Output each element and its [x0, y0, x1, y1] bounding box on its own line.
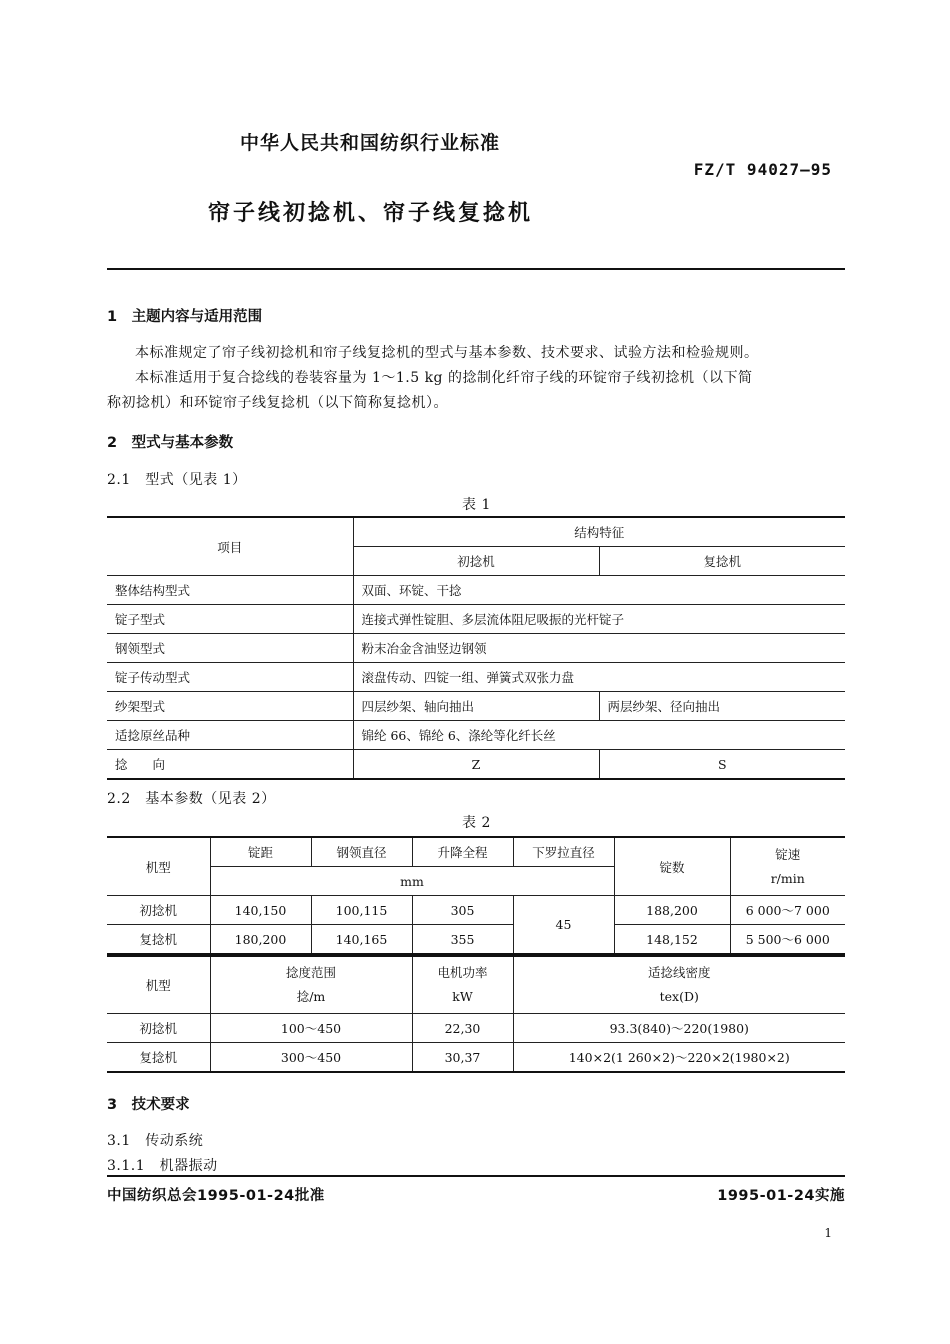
- t1-row-label: 钢领型式: [107, 634, 353, 663]
- section-2-1-heading: 2.1 型式（见表 1）: [107, 472, 247, 488]
- t2b-header-twist: [210, 956, 412, 1014]
- t2a-row-model: 复捻机: [139, 932, 177, 947]
- t2a-header-model: 机型: [107, 837, 210, 896]
- t1-row-label: 整体结构型式: [107, 576, 353, 605]
- t2b-row-twist: 100～450: [210, 1014, 412, 1043]
- issuing-org: 中华人民共和国纺织行业标准: [240, 132, 501, 154]
- t2a-row-gauge: 180,200: [210, 925, 311, 955]
- standard-code: FZ/T 94027—95: [693, 160, 832, 179]
- section-3-1-1-heading: 3.1.1 机器振动: [107, 1158, 218, 1174]
- table-2-caption: 表 2: [462, 815, 491, 831]
- t2b-row-twist: 300～450: [210, 1043, 412, 1073]
- table-1: [107, 516, 845, 780]
- t2a-row-lift: 355: [412, 925, 513, 955]
- t2b-header-density: [513, 956, 845, 1014]
- t2b-row-model: 复捻机: [139, 1050, 177, 1065]
- t2b-row-density: 140×2(1 260×2)～220×2(1980×2): [513, 1043, 845, 1073]
- t2a-row-speed: 6 000～7 000: [730, 896, 845, 925]
- t2a-header-gauge: 锭距: [210, 837, 311, 867]
- t1-row-label: 锭子型式: [107, 605, 353, 634]
- section-2-2-heading: 2.2 基本参数（见表 2）: [107, 791, 276, 807]
- t2b-header-density-label: 适捻线密度: [647, 965, 711, 980]
- t2a-roller-value: 45: [513, 896, 614, 955]
- t1-row-init: 四层纱架、轴向抽出: [353, 692, 599, 721]
- t2b-header-power: [412, 956, 513, 1014]
- t2a-header-roller: 下罗拉直径: [513, 837, 614, 867]
- page-number: 1: [824, 1226, 832, 1240]
- effective-date: 1995-01-24实施: [717, 1188, 845, 1204]
- t2a-row-speed: 5 500～6 000: [730, 925, 845, 955]
- t2b-header-power-label: 电机功率: [437, 965, 488, 980]
- table-2b: [107, 955, 845, 1073]
- t2a-unit-mm: mm: [210, 867, 614, 896]
- t2a-row-count: 188,200: [614, 896, 730, 925]
- t2a-row-ring: 100,115: [311, 896, 412, 925]
- t2b-row-density: 93.3(840)～220(1980): [513, 1014, 845, 1043]
- t2b-row-power: 22,30: [412, 1014, 513, 1043]
- section-1-para-2-line-1: 本标准适用于复合捻线的卷装容量为 1～1.5 kg 的捻制化纤帘子线的环锭帘子线初捻机（以下简: [135, 370, 753, 386]
- t2b-header-twist-unit: 捻/m: [296, 989, 326, 1004]
- t1-row-label: 锭子传动型式: [107, 663, 353, 692]
- t2a-header-speed: [730, 837, 845, 896]
- t1-row-label: 纱架型式: [107, 692, 353, 721]
- t2a-row-model: 初捻机: [107, 896, 210, 925]
- t2b-header-twist-label: 捻度范围: [285, 965, 336, 980]
- t1-row-label: 适捻原丝品种: [107, 721, 353, 750]
- section-1-para-2-line-2: 称初捻机）和环锭帘子线复捻机（以下简称复捻机）。: [107, 395, 448, 411]
- section-2-heading: 2 型式与基本参数: [107, 435, 234, 451]
- t1-row-dup: S: [599, 750, 845, 780]
- t1-row-label: 捻 向: [115, 757, 166, 772]
- t2a-row-count: 148,152: [614, 925, 730, 955]
- t2a-row-gauge: 140,150: [210, 896, 311, 925]
- t1-row-dup: 两层纱架、径向抽出: [599, 692, 845, 721]
- t2a-header-speed-unit: r/min: [770, 870, 805, 886]
- t2b-header-model: 机型: [107, 956, 210, 1014]
- t1-header-struct: 结构特征: [353, 517, 845, 547]
- t2b-row-model: 初捻机: [107, 1014, 210, 1043]
- t1-row-value: 连接式弹性锭胆、多层流体阻尼吸振的光杆锭子: [353, 605, 845, 634]
- t1-header-init: 初捻机: [353, 547, 599, 576]
- t2a-header-lift: 升降全程: [412, 837, 513, 867]
- document-title: 帘子线初捻机、帘子线复捻机: [208, 201, 534, 226]
- t1-row-init: Z: [353, 750, 599, 780]
- t2a-row-lift: 305: [412, 896, 513, 925]
- t2a-header-count: 锭数: [614, 837, 730, 896]
- t1-row-value: 锦纶 66、锦纶 6、涤纶等化纤长丝: [353, 721, 845, 750]
- t1-row-value: 滚盘传动、四锭一组、弹簧式双张力盘: [353, 663, 845, 692]
- t2a-header-speed-label: 锭速: [775, 846, 801, 862]
- t1-header-item: 项目: [107, 517, 353, 576]
- footer-rule: [107, 1175, 845, 1177]
- t2b-header-power-unit: kW: [452, 989, 473, 1004]
- t2a-header-ring: 钢领直径: [311, 837, 412, 867]
- table-2a: [107, 836, 845, 955]
- t1-header-dup: 复捻机: [599, 547, 845, 576]
- section-3-1-heading: 3.1 传动系统: [107, 1133, 204, 1149]
- header-rule: [107, 268, 845, 270]
- table-1-caption: 表 1: [462, 497, 491, 513]
- section-1-para-1: 本标准规定了帘子线初捻机和帘子线复捻机的型式与基本参数、技术要求、试验方法和检验规则。: [135, 345, 759, 361]
- t2b-header-density-unit: tex(D): [659, 989, 699, 1004]
- section-1-heading: 1 主题内容与适用范围: [107, 309, 263, 325]
- t1-row-value: 粉末冶金含油竖边钢领: [353, 634, 845, 663]
- approval-date: 中国纺织总会1995-01-24批准: [107, 1188, 325, 1204]
- t2b-row-power: 30,37: [412, 1043, 513, 1073]
- t1-row-value: 双面、环锭、干捻: [353, 576, 845, 605]
- t2a-row-ring: 140,165: [311, 925, 412, 955]
- section-3-heading: 3 技术要求: [107, 1097, 190, 1113]
